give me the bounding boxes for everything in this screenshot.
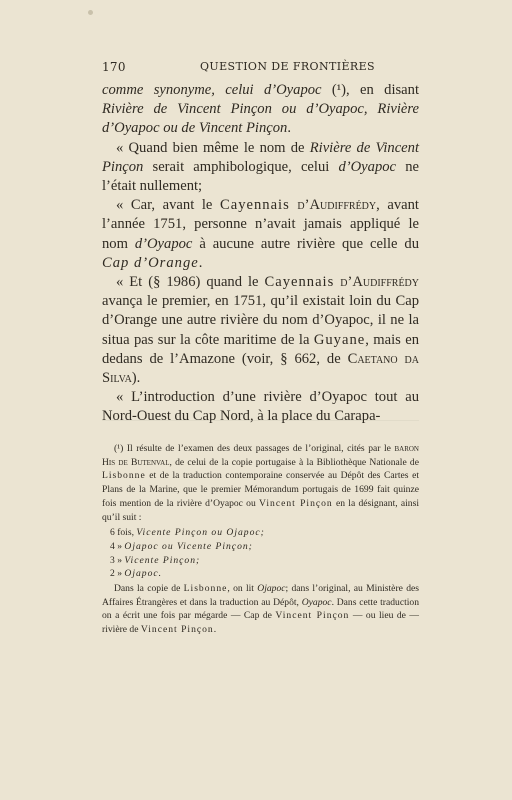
list-item (102, 540, 419, 554)
text-span: d’Audiffrédy (289, 197, 377, 214)
text-span: « Quand bien même le nom de (116, 139, 310, 156)
text-span: « Et (§ 1986) quand le (116, 274, 265, 291)
text-span: Vincent Pinçon (275, 610, 350, 622)
mention-count: 6 fois, (110, 527, 134, 539)
paragraph-1 (102, 81, 419, 139)
paragraph-2 (102, 139, 419, 197)
footnote (102, 442, 419, 637)
text-span: ; dans l’original, au Ministère des Affaires Étrangères et dans la traduction au Dépôt, (102, 583, 419, 608)
text-span: (¹) Il résulte de l’examen des deux passages de l’original, cités par le (114, 443, 395, 454)
text-span: — ou lieu de — rivière de (102, 610, 420, 636)
text-span: (¹), en disant (321, 82, 420, 98)
mention-count: 4 » (110, 540, 122, 552)
footnote-paragraph-1 (102, 442, 419, 524)
text-span: Oyapoc (301, 596, 332, 608)
text-span: Oyapoc (276, 82, 322, 98)
footnote-divider (102, 420, 419, 421)
text-span: ne l’était nullement; (102, 158, 419, 195)
text-span: Lisbonne (183, 583, 228, 595)
text-span: , mais en dedans de l’Amazone (voir, § 662, de (102, 331, 419, 367)
text-span: Rivière de Vincent Pinçon (102, 139, 419, 175)
text-span: . Dans cette traduction on a écrit une fois par mégarde — Cap de (102, 596, 420, 622)
text-span: . (213, 624, 217, 636)
mention-form: Ojapoc ou Vicente Pinçon; (124, 540, 253, 552)
text-span: . (198, 254, 203, 271)
mention-form: Ojapoc. (124, 568, 163, 580)
text-span: ). (131, 370, 141, 387)
text-span: . (287, 120, 291, 137)
mention-list (102, 526, 419, 581)
text-span: Vincent Pinçon (140, 624, 214, 636)
text-span: Rivière de Vincent Pinçon ou d’Oyapoc, Rivière d’Oyapoc ou de Vincent Pinçon (102, 101, 419, 137)
text-span: Lisbonne (102, 470, 146, 482)
text-span: , on lit (227, 583, 258, 595)
text-span: Caetano da Silva (102, 350, 419, 387)
text-span: serait amphibologique, celui (143, 158, 339, 175)
text-span: Guyane (313, 331, 366, 348)
text-span: Ojapoc (257, 583, 286, 595)
footnote-paragraph-2 (102, 582, 419, 637)
text-span: d’Audiffrédy (334, 274, 420, 291)
list-item (102, 554, 419, 568)
text-span: , avant l’année 1751, personne n’avait jamais appliqué le nom (102, 197, 419, 252)
text-span: baron His de Butenval (102, 443, 419, 468)
main-text (102, 81, 419, 427)
text-span: « L’introduction d’une rivière d’Oyapoc tout au Nord-Ouest du Cap Nord, à la place du Carapa- (102, 389, 419, 425)
text-span: et de la traduction contemporaine conservée au Dépôt des Cartes et Plans de la Marine, que le premier Mémorandum portugais de 1699 fait quinze fois mention de la rivière d’Oyapoc ou (102, 470, 419, 509)
mention-count: 3 » (110, 554, 122, 566)
list-item (102, 526, 419, 540)
page-blemish (88, 10, 93, 15)
mention-form: Vicente Pinçon; (124, 554, 201, 566)
text-span: Cayennais (264, 274, 335, 291)
text-span: en la désignant, ainsi qu’il suit : (102, 497, 420, 523)
page-number: 170 (102, 60, 126, 74)
text-span: à aucune autre rivière que celle du (192, 235, 420, 252)
text-span: avança le premier, en 1751, qu’il existait loin du Cap d’Orange une autre rivière du nom d’Oyapoc, il ne la situa pas sur la côte maritime de la (102, 293, 419, 348)
paragraph-3 (102, 196, 419, 273)
text-span: d’Oyapoc (338, 158, 397, 175)
text-span: , de celui de la copie portugaise à la Bibliothèque Nationale de (169, 456, 419, 468)
list-item (102, 567, 419, 581)
text-span: comme synonyme, celui d’ (102, 82, 277, 98)
text-span: Dans la copie de (114, 583, 184, 595)
text-span: Vincent Pinçon (259, 497, 333, 509)
text-span: « Car, avant le (116, 197, 220, 214)
text-span: d’Oyapoc (134, 235, 193, 252)
text-span: Cap d’Orange (102, 254, 199, 271)
mention-form: Vicente Pinçon ou Ojapoc; (136, 527, 265, 539)
mention-count: 2 » (110, 568, 122, 580)
paragraph-4 (102, 273, 419, 388)
running-title: QUESTION DE FRONTIÈRES (200, 60, 375, 73)
text-span: Cayennais (219, 197, 290, 214)
